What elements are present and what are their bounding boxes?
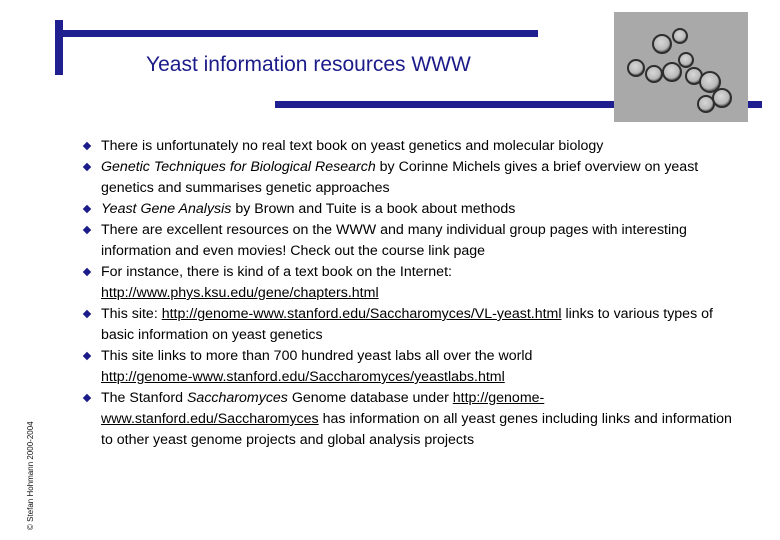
bullet-text: has information on all yeast genes including links and information to other yeast genome projects and global analysis projects bbox=[101, 411, 732, 448]
book-title: Genetic Techniques for Biological Research bbox=[101, 159, 376, 175]
diamond-bullet-icon bbox=[83, 352, 91, 360]
slide-title: Yeast information resources WWW bbox=[146, 53, 471, 76]
sgd-link[interactable]: http://genome-www.stanford.edu/Saccharomyces bbox=[101, 390, 545, 427]
bullet-6 bbox=[84, 304, 734, 346]
textbook-link[interactable]: http://www.phys.ksu.edu/gene/chapters.html bbox=[101, 285, 379, 301]
bullet-text: This site: bbox=[101, 306, 162, 322]
bullet-8 bbox=[84, 388, 734, 451]
title-bar-vertical bbox=[55, 20, 63, 75]
title-bar-top bbox=[55, 30, 538, 37]
bullet-list bbox=[84, 136, 734, 451]
bullet-text: The Stanford bbox=[101, 390, 187, 406]
diamond-bullet-icon bbox=[83, 226, 91, 234]
diamond-bullet-icon bbox=[83, 394, 91, 402]
bullet-1 bbox=[84, 136, 734, 157]
diamond-bullet-icon bbox=[83, 163, 91, 171]
bullet-text: There is unfortunately no real text book on yeast genetics and molecular biology bbox=[101, 138, 604, 154]
book-title: Yeast Gene Analysis bbox=[101, 201, 232, 217]
bullet-text: Genome database under bbox=[287, 390, 453, 406]
bullet-text: There are excellent resources on the WWW and many individual group pages with interesting information and even movies! Check out the course link page bbox=[101, 222, 687, 259]
yeast-cells-image bbox=[614, 12, 748, 122]
diamond-bullet-icon bbox=[83, 205, 91, 213]
bullet-2 bbox=[84, 157, 734, 199]
diamond-bullet-icon bbox=[83, 310, 91, 318]
bullet-5 bbox=[84, 262, 734, 304]
genus-name: Saccharomyces bbox=[186, 390, 288, 406]
bullet-7 bbox=[84, 346, 734, 388]
copyright-notice: © Stefan Hohmann 2000-2004 bbox=[26, 421, 35, 530]
vl-yeast-link[interactable]: http://genome-www.stanford.edu/Saccharomyces/VL-yeast.html bbox=[161, 306, 562, 322]
diamond-bullet-icon bbox=[83, 142, 91, 150]
bullet-text: For instance, there is kind of a text book on the Internet: bbox=[101, 264, 452, 280]
bullet-4 bbox=[84, 220, 734, 262]
bullet-text: by Corinne Michels gives a brief overview on yeast genetics and summarises genetic approaches bbox=[101, 159, 699, 196]
bullet-text: by Brown and Tuite is a book about methods bbox=[231, 201, 516, 217]
yeast-labs-link[interactable]: http://genome-www.stanford.edu/Saccharomyces/yeastlabs.html bbox=[101, 369, 505, 385]
bullet-text: links to various types of basic information on yeast genetics bbox=[101, 306, 713, 343]
bullet-text: This site links to more than 700 hundred yeast labs all over the world bbox=[101, 348, 533, 364]
diamond-bullet-icon bbox=[83, 268, 91, 276]
bullet-3 bbox=[84, 199, 734, 220]
